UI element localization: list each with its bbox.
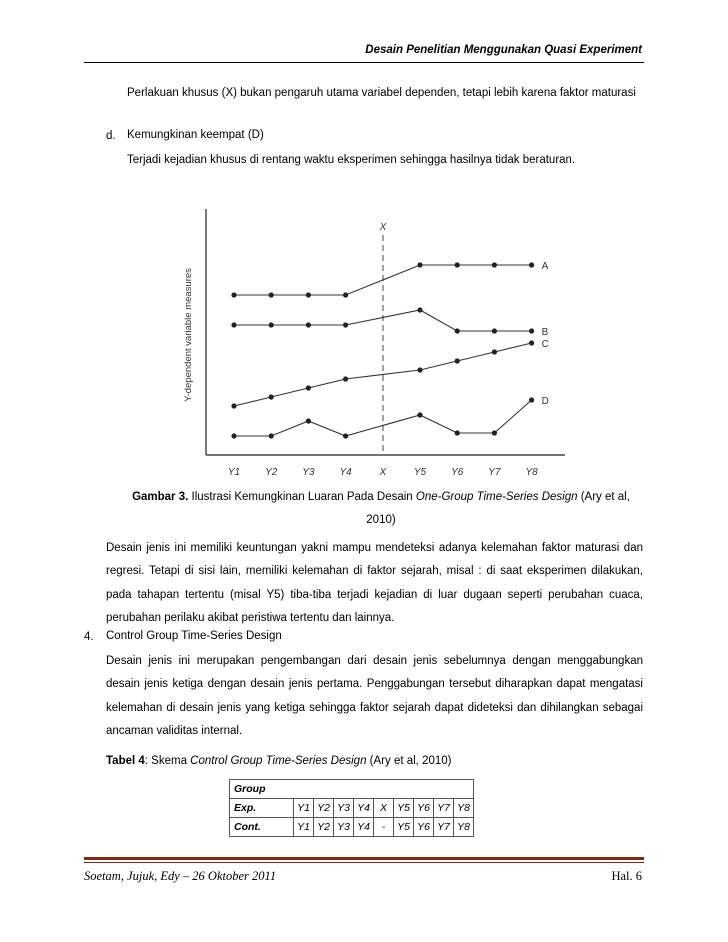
series-point-a	[455, 262, 460, 267]
figure-caption-end: (Ary et al,	[577, 491, 630, 503]
series-point-d	[306, 418, 311, 423]
series-point-a	[343, 292, 348, 297]
table-caption-end: (Ary et al, 2010)	[366, 755, 452, 767]
y-axis-label: Y-dependent variable measures	[183, 268, 194, 402]
series-point-d	[417, 412, 422, 417]
table-cell: Y4	[354, 818, 374, 837]
x-tick-label: Y1	[227, 467, 241, 478]
series-point-b	[343, 322, 348, 327]
table-cell: Y4	[354, 799, 374, 818]
series-point-c	[492, 349, 497, 354]
figure-caption-line2: 2010)	[366, 514, 396, 526]
item-d-text: Terjadi kejadian khusus di rentang waktu eksperimen sehingga hasilnya tidak beraturan.	[127, 154, 576, 166]
x-tick-label: Y7	[488, 467, 501, 478]
table-cell: X	[374, 799, 394, 818]
table-cell: Y3	[334, 799, 354, 818]
series-label-a: A	[541, 261, 549, 272]
series-point-a	[306, 292, 311, 297]
table-row-label: Exp.	[230, 799, 294, 818]
figure-discussion-paragraph: Desain jenis ini memiliki keuntungan yakni mampu mendeteksi adanya kelemahan faktor maturasi dan regresi. Tetapi di sisi lain, memiliki kelemahan di faktor sejarah, misal : di saat eksperimen dilakukan, pada tahapan tertentu (misal Y5) tiba-tiba terjadi kejadian di luar dugaan seperti perubahan cuaca, perubahan perilaku akibat peristiwa tertentu dan lainnya.	[106, 542, 643, 625]
series-point-c	[231, 403, 236, 408]
figure-caption	[96, 486, 666, 532]
series-point-a	[417, 262, 422, 267]
table-cell: Y8	[454, 818, 474, 837]
table-cell: -	[374, 818, 394, 837]
footer-page-number: Hal. 6	[611, 869, 642, 883]
series-point-d	[231, 433, 236, 438]
table-cell: Y8	[454, 799, 474, 818]
series-label-d: D	[541, 396, 549, 407]
series-point-b	[455, 328, 460, 333]
table-header-blank	[294, 780, 474, 799]
table-cell: Y1	[294, 818, 314, 837]
figure-caption-italic: One-Group Time-Series Design	[415, 491, 578, 503]
series-label-c: C	[541, 339, 549, 350]
series-point-c	[343, 376, 348, 381]
running-header: Desain Penelitian Menggunakan Quasi Experiment	[365, 44, 642, 56]
series-point-b	[492, 328, 497, 333]
footer-authors-date: Soetam, Jujuk, Edy – 26 Oktober 2011	[84, 869, 277, 883]
series-point-d	[492, 430, 497, 435]
table-cell: Y6	[414, 799, 434, 818]
item-4-number: 4.	[84, 631, 94, 643]
series-point-b	[231, 322, 236, 327]
series-point-a	[492, 262, 497, 267]
series-point-d	[455, 430, 460, 435]
item-4-text: Desain jenis ini merupakan pengembangan dari desain jenis sebelumnya dengan menggabungkan desain jenis ketiga dengan desain jenis pertama. Penggabungan tersebut diharapkan dapat mengatasi kelemahan di desain jenis yang ketiga sehingga faktor sejarah dapat dideteksi dan dihilangkan sebagai ancaman validitas internal.	[106, 655, 643, 738]
table-cell: Y5	[394, 799, 414, 818]
series-point-c	[269, 394, 274, 399]
table-cell: Y7	[434, 818, 454, 837]
time-series-figure	[180, 205, 570, 485]
x-tick-label: Y4	[339, 467, 352, 478]
chart-tick-labels	[228, 467, 538, 478]
x-tick-label: Y6	[451, 467, 464, 478]
x-tick-label: Y8	[525, 467, 538, 478]
x-tick-label: Y2	[265, 467, 278, 478]
header-divider	[84, 62, 644, 63]
table-cell: Y3	[334, 818, 354, 837]
intro-paragraph: Perlakuan khusus (X) bukan pengaruh utama variabel dependen, tetapi lebih karena faktor maturasi	[127, 87, 636, 99]
series-label-b: B	[541, 327, 549, 338]
table-caption-text: : Skema	[144, 755, 191, 767]
table-cell: Y2	[314, 799, 334, 818]
table-cell: Y6	[414, 818, 434, 837]
series-point-d	[529, 397, 534, 402]
item-d-title: Kemungkinan keempat (D)	[127, 129, 264, 141]
series-point-b	[269, 322, 274, 327]
footer-thick-rule	[84, 857, 644, 860]
series-point-c	[306, 385, 311, 390]
table-cell: Y7	[434, 799, 454, 818]
table-caption	[106, 750, 643, 773]
table-cell: Y5	[394, 818, 414, 837]
series-point-a	[269, 292, 274, 297]
x-tick-label: X	[379, 467, 387, 478]
figure-caption-bold: Gambar 3.	[132, 491, 189, 503]
item-d-label: d.	[106, 130, 116, 142]
footer-thin-rule	[84, 862, 644, 863]
item-4-title: Control Group Time-Series Design	[106, 630, 282, 642]
table-cell: Y1	[294, 799, 314, 818]
series-point-a	[529, 262, 534, 267]
design-scheme-table	[229, 779, 474, 837]
x-tick-label: Y3	[302, 467, 315, 478]
series-point-d	[343, 433, 348, 438]
table-group-header: Group	[230, 780, 294, 799]
table-caption-bold: Tabel 4	[106, 755, 145, 767]
series-point-d	[269, 433, 274, 438]
table-caption-italic: Control Group Time-Series Design	[190, 755, 367, 767]
table-row-cont	[230, 818, 474, 837]
table-row-exp	[230, 799, 474, 818]
x-marker-label: X	[379, 222, 387, 233]
series-point-a	[231, 292, 236, 297]
series-point-c	[529, 340, 534, 345]
series-point-b	[417, 307, 422, 312]
series-point-b	[306, 322, 311, 327]
series-point-c	[417, 367, 422, 372]
x-tick-label: Y5	[413, 467, 427, 478]
chart-series-group	[231, 261, 548, 439]
series-point-c	[455, 358, 460, 363]
series-point-b	[529, 328, 534, 333]
table-row-label: Cont.	[230, 818, 294, 837]
figure-caption-text: Ilustrasi Kemungkinan Luaran Pada Desain	[188, 491, 416, 503]
table-cell: Y2	[314, 818, 334, 837]
